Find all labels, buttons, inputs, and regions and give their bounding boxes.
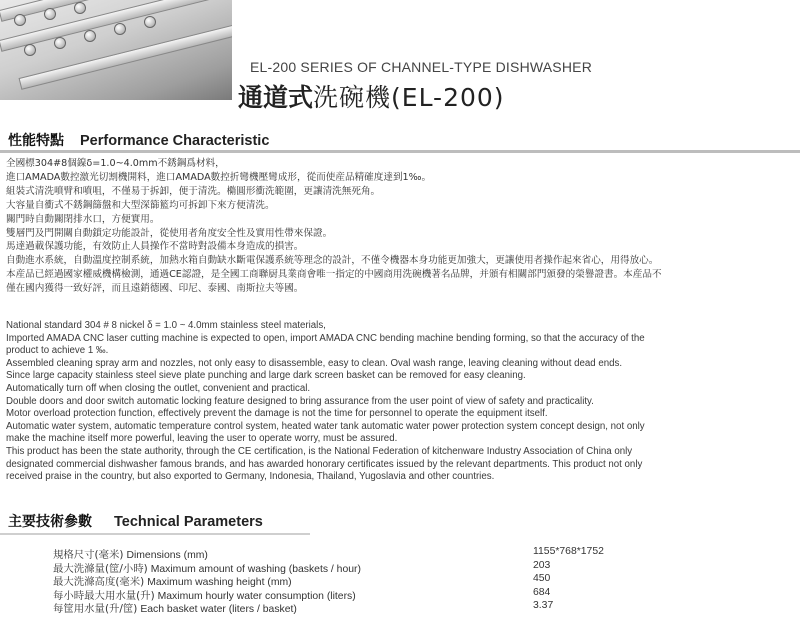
zh-line: 本産品已經過國家權威機構檢測，通過CE認證，是全國工商聯厨具業商會唯一指定的中國商用洗碗機著名品牌，并頒有相關部門頒發的榮譽證書。本産品不 [6, 269, 662, 281]
parameter-value: 3.37 [533, 600, 554, 612]
performance-en-text [6, 320, 788, 484]
model-title [238, 78, 505, 114]
parameter-row [53, 600, 673, 614]
zh-line: 僅在國内獲得一致好評，而且遠銷德國、印尼、泰國、南斯拉夫等國。 [6, 283, 304, 295]
parameter-value: 684 [533, 586, 551, 598]
performance-zh-text [6, 157, 796, 296]
parameter-name-en: Each basket water (liters / basket) [140, 604, 297, 616]
parameter-name-zh: 最大洗滌量(筐/小時) [53, 562, 148, 575]
parameter-value: 450 [533, 573, 551, 585]
en-line: Since large capacity stainless steel sieve plate punching and large dark screen basket can be removed for easy cleaning. [6, 370, 526, 382]
en-line: Assembled cleaning spray arm and nozzles, not only easy to disassemble, easy to clean. Oval wash range, leaving cleaning without dead ends. [6, 357, 623, 369]
parameter-name-en: Maximum washing height (mm) [147, 577, 292, 589]
en-line: Imported AMADA CNC laser cutting machine is expected to open, import AMADA CNC bending machine bending forming, so that the accuracy of the [6, 332, 645, 344]
parameter-row [53, 560, 673, 574]
en-line: Double doors and door switch automatic locking feature designed to bring assurance from the user point of view of safety and practicality. [6, 395, 594, 407]
zh-line: 全國標304#8個鎳δ=1.0~4.0mm不銹鋼爲材料， [6, 158, 225, 169]
zh-line: 關門時自動關閉排水口，方便實用。 [6, 213, 160, 225]
en-line: designated commercial dishwasher famous brands, and has awarded honorary certificates issued by the relevant departments. This product not only [6, 458, 643, 470]
parameter-row [53, 587, 673, 601]
section-divider [0, 150, 800, 153]
zh-line: 馬達過載保護功能，有效防止人員操作不當時對設備本身造成的損害。 [6, 241, 304, 253]
technical-divider [0, 533, 310, 535]
zh-line: 自動進水系統，自動溫度控制系統，加熱水箱自動缺水斷電保護系統等理念的設計，不僅令機器本身功能更加強大，更讓使用者操作起來省心，用得放心。 [6, 255, 659, 267]
technical-heading-zh: 主要技術參數 [8, 514, 92, 530]
technical-heading [8, 511, 263, 531]
zh-line: 組裝式清洗噴臂和噴咀，不僅易于拆卸，便于清洗。橢圓形衝洗範圍，更讓清洗無死角。 [6, 185, 381, 197]
parameter-name-en: Dimensions (mm) [126, 550, 208, 561]
en-line: product to achieve 1 ‰. [6, 345, 109, 357]
parameter-name-zh: 每筐用水量(升/筐) [53, 603, 138, 616]
parameter-row [53, 573, 673, 587]
model-title-regular: 洗碗機(EL-200) [313, 83, 505, 112]
en-line: Automatically turn off when closing the outlet, convenient and practical. [6, 382, 311, 394]
en-line: Motor overload protection function, effectively prevent the damage is not the time for personnel to operate the equipment itself. [6, 408, 548, 420]
performance-heading [8, 130, 269, 150]
en-line: National standard 304 # 8 nickel δ = 1.0 ~ 4.0mm stainless steel materials, [6, 320, 326, 331]
performance-heading-en: Performance Characteristic [80, 133, 270, 149]
parameter-name-zh: 規格尺寸(毫米) [53, 549, 124, 561]
parameters-table [53, 546, 673, 614]
parameter-name-en: Maximum hourly water consumption (liters) [157, 590, 356, 602]
en-line: Automatic water system, automatic temperature control system, heated water tank automatic water power protection system concept design, not only [6, 420, 645, 432]
en-line: This product has been the state authority, through the CE certification, is the National Federation of kitchenware Industry Association of China only [6, 445, 633, 457]
parameter-row [53, 546, 673, 560]
technical-heading-en: Technical Parameters [114, 514, 263, 530]
parameter-name-zh: 最大洗滌高度(毫米) [53, 576, 145, 589]
en-line: make the machine itself more powerful, leaving the user to operate worry, must be assured. [6, 433, 398, 445]
dishwasher-photo [0, 0, 232, 100]
performance-heading-zh: 性能特點 [8, 133, 64, 149]
parameter-value: 1155*768*1752 [533, 546, 604, 557]
parameter-name-zh: 每小時最大用水量(升) [53, 589, 155, 602]
zh-line: 進口AMADA數控激光切割機開料，進口AMADA數控折彎機壓彎成形，從而使産品精確度達到1‰。 [6, 171, 432, 183]
series-title: EL-200 SERIES OF CHANNEL-TYPE DISHWASHER [250, 59, 593, 75]
zh-line: 大容量自衝式不銹鋼篩盤和大型深篩籃均可拆卸下來方便清洗。 [6, 199, 275, 211]
zh-line: 雙層門及門開關自動鎖定功能設計，從使用者角度安全性及實用性帶來保證。 [6, 227, 333, 239]
parameter-name-en: Maximum amount of washing (baskets / hour) [150, 563, 361, 575]
model-title-bold: 通道式 [238, 83, 314, 112]
en-line: received praise in the country, but also exported to Germany, Indonesia, Thailand, Yugoslavia and other countries. [6, 471, 495, 483]
parameter-value: 203 [533, 559, 551, 571]
